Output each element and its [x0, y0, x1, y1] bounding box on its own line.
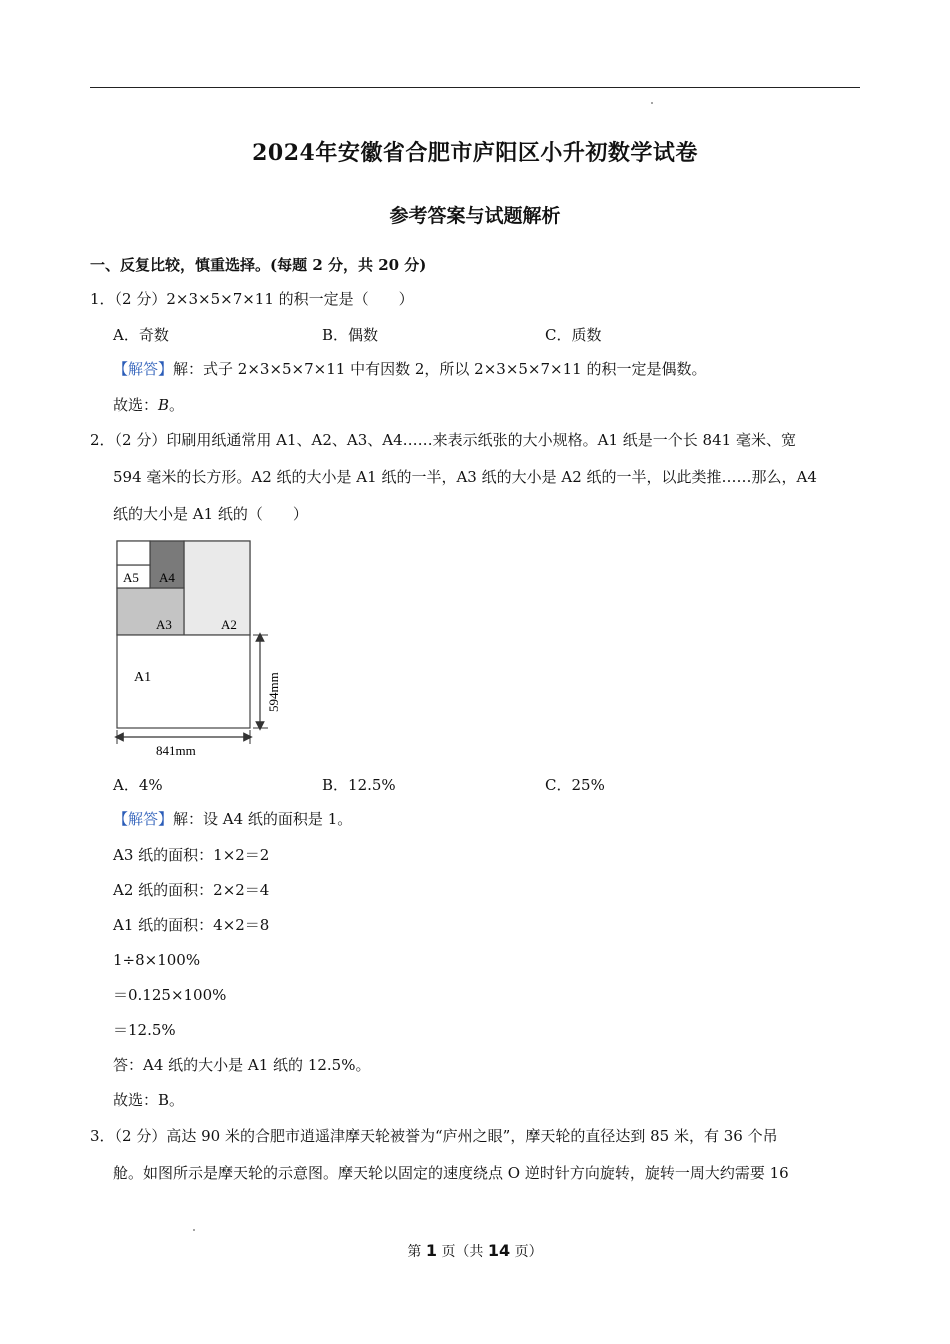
- q1-option-a: A．奇数: [113, 326, 169, 344]
- footer-page-number: 1: [425, 1241, 437, 1260]
- question-stem-line1: 印刷用纸通常用 A1、A2、A3、A4……来表示纸张的大小规格。A1 纸是一个长 841 毫米、宽: [166, 431, 796, 449]
- question-stem-line3: 纸的大小是 A1 纸的（ ）: [113, 505, 308, 523]
- question-score: （2 分）: [114, 1127, 167, 1145]
- doc-title: 2024年安徽省合肥市庐阳区小升初数学试卷: [252, 140, 698, 166]
- a4-label: A4: [159, 570, 175, 585]
- answer-step: ＝12.5%: [113, 1021, 176, 1039]
- scan-dot: [193, 1229, 195, 1231]
- q1-option-b: B．偶数: [322, 326, 379, 344]
- q2-option-a: A．4%: [113, 776, 163, 794]
- answer-step: A3 纸的面积：1×2＝2: [113, 846, 270, 864]
- section-heading: 一、反复比较，慎重选择。(每题 2 分，共 20 分): [90, 256, 427, 274]
- a6-rect: [117, 541, 150, 565]
- height-label: 594mm: [266, 672, 281, 712]
- paper-size-diagram: [112, 536, 292, 760]
- answer-step: ＝0.125×100%: [113, 986, 227, 1004]
- scan-dot: [651, 102, 653, 104]
- q2-option-b: B．12.5%: [322, 776, 396, 794]
- question-stem-line2: 舱。如图所示是摩天轮的示意图。摩天轮以固定的速度绕点 O 逆时针方向旋转，旋转一周大约需要 16: [113, 1164, 789, 1182]
- question-stem-line2: 594 毫米的长方形。A2 纸的大小是 A1 纸的一半，A3 纸的大小是 A2 纸的一半，以此类推……那么，A4: [113, 468, 817, 486]
- doc-subtitle: 参考答案与试题解析: [389, 205, 561, 227]
- a2-label: A2: [221, 617, 237, 632]
- a5-label: A5: [123, 570, 139, 585]
- q1-option-c: C．质数: [545, 326, 602, 344]
- question-number: 3．: [90, 1127, 115, 1145]
- answer-step: A1 纸的面积：4×2＝8: [113, 916, 270, 934]
- footer-prefix: 第: [407, 1244, 422, 1260]
- answer-tag: 【解答】: [113, 360, 174, 378]
- q1-answer: [113, 359, 706, 379]
- answer-step: 故选：B。: [113, 1091, 185, 1109]
- question-2: [90, 430, 796, 450]
- header-rule: [90, 87, 860, 88]
- footer-middle: 页（共: [441, 1244, 484, 1260]
- choice-letter: B: [158, 396, 170, 414]
- answer-step: 答：A4 纸的大小是 A1 纸的 12.5%。: [113, 1056, 371, 1074]
- page-footer: [0, 1241, 950, 1261]
- question-1: [90, 289, 414, 309]
- question-stem: 2×3×5×7×11 的积一定是（ ）: [166, 290, 414, 308]
- question-number: 1．: [90, 290, 115, 308]
- footer-suffix: 页）: [514, 1244, 543, 1260]
- answer-text: 解：式子 2×3×5×7×11 中有因数 2，所以 2×3×5×7×11 的积一定是偶数。: [173, 360, 707, 378]
- choice-prefix: 故选：: [113, 396, 159, 414]
- answer-step: 1÷8×100%: [113, 951, 201, 969]
- footer-total-pages: 14: [487, 1241, 511, 1260]
- q2-option-c: C．25%: [545, 776, 605, 794]
- question-number: 2．: [90, 431, 115, 449]
- q2-answer: [113, 809, 352, 829]
- a1-label: A1: [134, 670, 152, 685]
- question-score: （2 分）: [114, 290, 167, 308]
- answer-tag: 【解答】: [113, 810, 174, 828]
- answer-step: 解：设 A4 纸的面积是 1。: [173, 810, 353, 828]
- a2-rect: [184, 541, 250, 635]
- a3-rect: [117, 588, 184, 635]
- answer-step: A2 纸的面积：2×2＝4: [113, 881, 270, 899]
- q1-choice: [113, 395, 184, 415]
- a3-label: A3: [156, 617, 172, 632]
- question-score: （2 分）: [114, 431, 167, 449]
- question-3: [90, 1126, 778, 1146]
- paper-size-figure: [112, 536, 292, 764]
- choice-suffix: 。: [169, 396, 185, 414]
- width-label: 841mm: [156, 743, 196, 758]
- question-stem-line1: 高达 90 米的合肥市逍遥津摩天轮被誉为“庐州之眼”，摩天轮的直径达到 85 米，有 36 个吊: [166, 1127, 778, 1145]
